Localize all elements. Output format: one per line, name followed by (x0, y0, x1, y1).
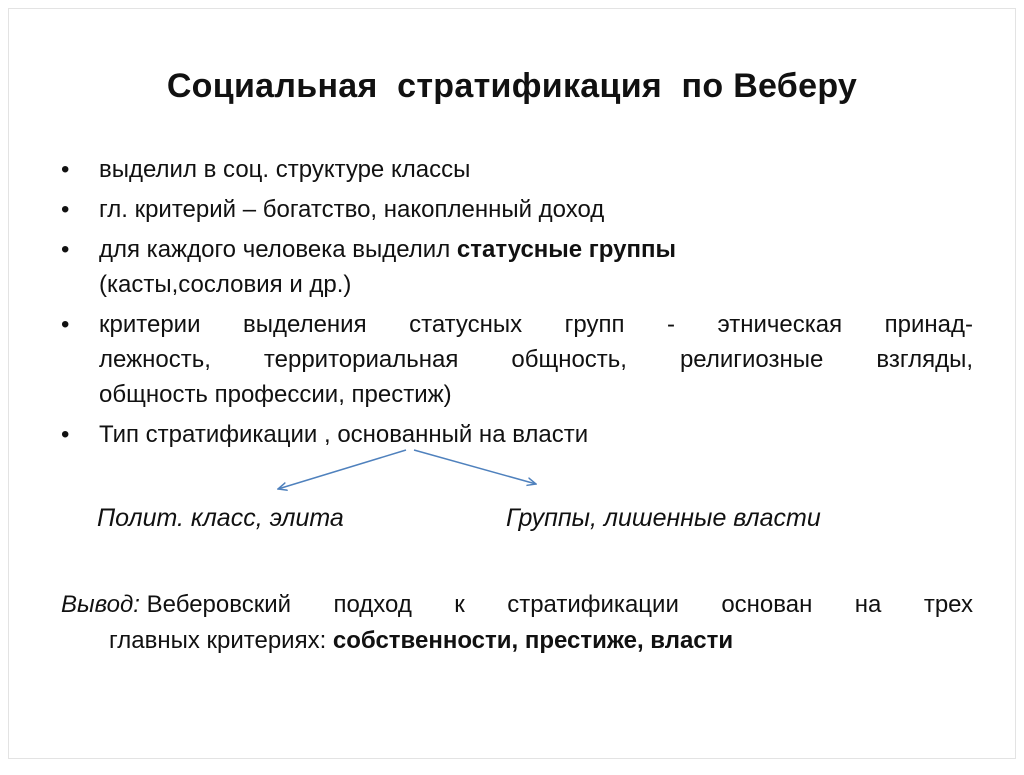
bullet-dot: • (61, 196, 70, 223)
bullet-bold-text: статусные группы (456, 236, 676, 263)
branch-left-label: Полит. класс, элита (97, 504, 344, 532)
slide-title: Социальная стратификация по Веберу (166, 67, 858, 105)
bullet-dot: • (61, 311, 70, 338)
bullet-text-continued: (касты,сословия и др.) (99, 271, 352, 298)
conclusion-line-2 (61, 623, 973, 659)
arrow-left (278, 450, 406, 489)
bullet-line: лежность, территориальная общность, религиозные взгляды, (99, 346, 973, 373)
conclusion-word: подход (333, 591, 412, 618)
bullet-text: выделил в соц. структуре классы (99, 156, 471, 183)
bullet-dot: • (61, 421, 70, 448)
conclusion-word: стратификации (507, 591, 679, 618)
conclusion-word: трех (923, 591, 973, 618)
conclusion-word: на (854, 591, 882, 618)
conclusion-line-1 (61, 587, 973, 623)
arrow-right (414, 450, 536, 484)
conclusion-word: Вывод: Веберовский (61, 591, 292, 618)
slide (8, 8, 1016, 759)
conclusion-bold-text: собственности, престиже, власти (332, 627, 734, 654)
branch-right-label: Группы, лишенные власти (506, 504, 821, 532)
conclusion-word: к (454, 591, 465, 618)
conclusion (61, 587, 973, 659)
bullet-dot: • (61, 236, 70, 263)
conclusion-label: Вывод: (61, 591, 140, 618)
conclusion-text: главных критериях: (109, 627, 333, 654)
bullet-line: общность профессии, престиж) (99, 381, 452, 408)
conclusion-word: основан (721, 591, 813, 618)
bullet-text: Тип стратификации , основанный на власти (99, 421, 589, 448)
bullet-text: гл. критерий – богатство, накопленный доход (99, 196, 605, 223)
bullet-line: критерии выделения статусных групп - этническая принад- (99, 311, 973, 338)
bullet-text: для каждого человека выделил (99, 236, 457, 263)
bullet-dot: • (61, 156, 70, 183)
